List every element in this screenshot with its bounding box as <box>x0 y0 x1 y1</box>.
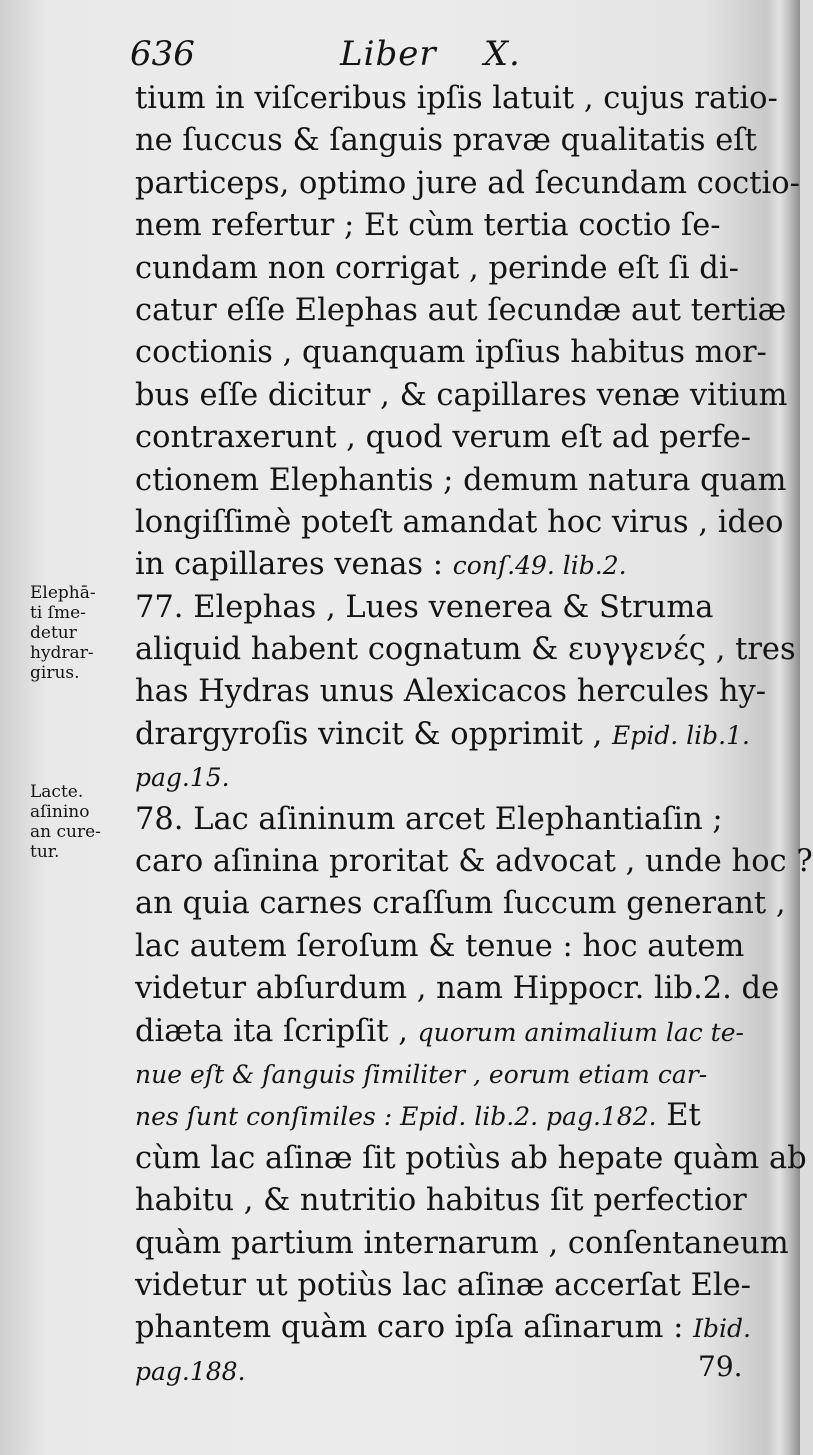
text-line <box>135 587 735 629</box>
line-text: caro aſinina proritat & advocat , unde hoc ? <box>135 844 813 880</box>
line-text: has Hydras unus Alexicacos hercules hy- <box>135 674 767 710</box>
catchword: 79. <box>698 1350 743 1383</box>
line-text: drargyroſis vincit & opprimit , <box>135 716 603 752</box>
text-line <box>135 1307 751 1349</box>
line-text: aliquid habent cognatum & ευγγενές , tres <box>135 632 796 668</box>
line-text: nem refertur ; Et cùm tertia coctio ſe- <box>135 208 721 244</box>
margin-note-line: detur <box>30 623 77 643</box>
line-text: in capillares venas : <box>135 547 444 583</box>
text-line <box>135 799 735 841</box>
line-italic-reference: conſ.49. lib.2. <box>452 551 627 581</box>
text-line <box>135 714 750 756</box>
text-line <box>135 375 788 417</box>
margin-note-line: girus. <box>30 663 80 683</box>
text-line <box>135 1011 744 1053</box>
line-text: 77. Elephas , Lues venerea & Struma <box>135 589 714 625</box>
margin-note-line: hydrar- <box>30 643 94 663</box>
text-line <box>135 78 778 120</box>
line-italic-reference: nes ſunt conſimiles : Epid. lib.2. pag.182. <box>135 1102 657 1132</box>
text-line <box>135 883 786 925</box>
line-text: contraxerunt , quod verum eſt ad perfe- <box>135 420 751 456</box>
line-text: quàm partium internarum , conſentaneum <box>135 1225 789 1261</box>
line-text: ctionem Elephantis ; demum natura quam <box>135 462 787 498</box>
page-header <box>130 30 550 80</box>
text-line <box>135 968 780 1010</box>
text-line <box>135 502 784 544</box>
text-line <box>135 1180 747 1222</box>
text-line <box>135 332 767 374</box>
body-text <box>135 78 813 1392</box>
line-text: videtur abſurdum , nam Hippocr. lib.2. de <box>135 971 780 1007</box>
text-line <box>135 1350 735 1392</box>
text-line <box>135 1095 735 1137</box>
text-line <box>135 544 735 586</box>
text-line <box>135 460 787 502</box>
text-line <box>135 841 813 883</box>
text-line <box>135 248 739 290</box>
line-text: cùm lac aſinæ ſit potiùs ab hepate quàm ab <box>135 1140 807 1176</box>
line-text: catur eſſe Elephas aut ſecundæ aut tertiæ <box>135 292 787 328</box>
text-line <box>135 290 787 332</box>
line-text: coctionis , quanquam ipſius habitus mor- <box>135 335 767 371</box>
text-line <box>135 417 751 459</box>
margin-note-line: ti ſme- <box>30 603 86 623</box>
margin-note-line: aſinino <box>30 802 90 822</box>
line-italic-reference: quorum animalium lac te- <box>417 1017 744 1047</box>
running-title: Liber X. <box>340 34 521 74</box>
page-number: 636 <box>130 34 195 74</box>
text-line <box>135 1223 789 1265</box>
text-line <box>135 1138 807 1180</box>
line-text: diæta ita ſcripſit , <box>135 1013 408 1049</box>
text-line <box>135 205 735 247</box>
line-text: cundam non corrigat , perinde eſt ſi di- <box>135 250 739 286</box>
margin-note-line: Lacte. <box>30 782 84 802</box>
line-text: habitu , & nutritio habitus ſit perfectior <box>135 1183 747 1219</box>
margin-note-line: an cure- <box>30 822 101 842</box>
text-line <box>135 163 800 205</box>
margin-note-line: tur. <box>30 842 60 862</box>
line-text: lac autem ſeroſum & tenue : hoc autem <box>135 928 745 964</box>
margin-note-elephantiasis <box>30 583 132 683</box>
margin-note-line: Elephā- <box>30 583 96 603</box>
line-italic-reference: Epid. lib.1. <box>612 720 750 750</box>
line-text: ne ſuccus & ſanguis pravæ qualitatis eſt <box>135 123 757 159</box>
line-italic-reference: nue eſt & ſanguis ſimiliter , eorum etiam car- <box>135 1059 708 1089</box>
line-text: videtur ut potiùs lac aſinæ accerſat Ele- <box>135 1267 751 1303</box>
line-text: 78. Lac aſininum arcet Elephantiaſin ; <box>135 801 723 837</box>
text-line <box>135 756 735 798</box>
line-tail: Et <box>656 1098 701 1134</box>
line-italic-reference: Ibid. <box>693 1314 751 1344</box>
line-text: an quia carnes craſſum ſuccum generant , <box>135 886 786 922</box>
line-text: longiſſimè poteſt amandat hoc virus , ideo <box>135 504 784 540</box>
line-text: phantem quàm caro ipſa aſinarum : <box>135 1310 684 1346</box>
text-line <box>135 1053 735 1095</box>
text-line <box>135 926 745 968</box>
text-line <box>135 629 796 671</box>
text-line <box>135 120 757 162</box>
line-italic-reference: pag.188. <box>135 1356 246 1386</box>
margin-note-lac-asininum <box>30 782 132 862</box>
text-line <box>135 671 767 713</box>
line-text: bus eſſe dicitur , & capillares venæ vitium <box>135 377 788 413</box>
line-text: tium in viſceribus ipſis latuit , cujus ratio- <box>135 81 778 116</box>
line-italic-reference: pag.15. <box>135 763 230 793</box>
text-line <box>135 1265 751 1307</box>
line-text: particeps, optimo jure ad ſecundam coctio- <box>135 165 800 201</box>
